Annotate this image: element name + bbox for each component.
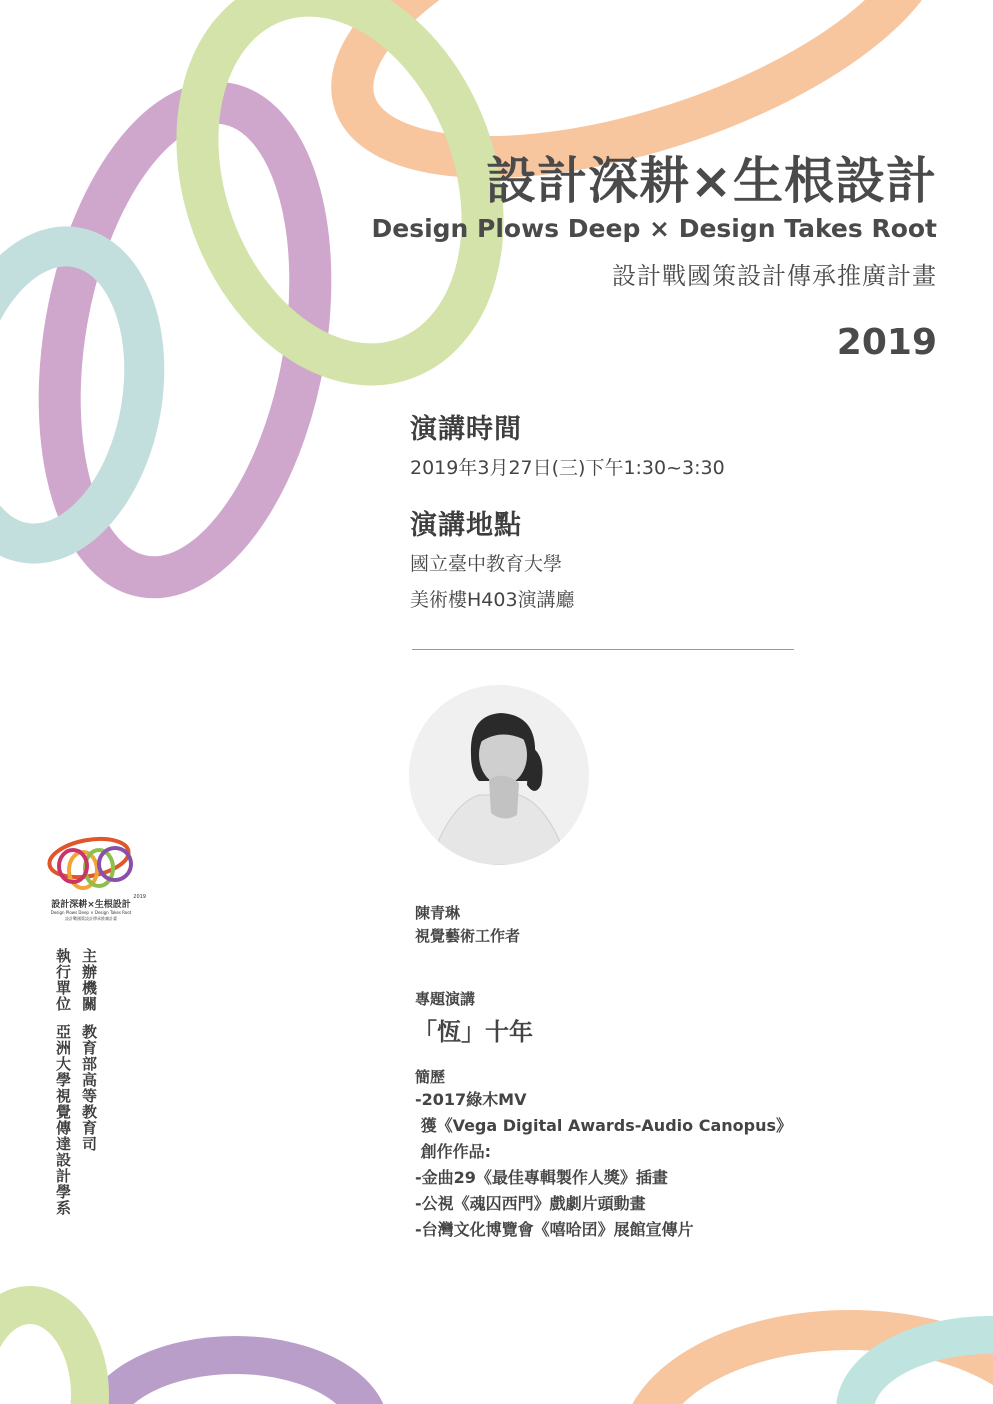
- logo-title-english: Design Plows Deep × Design Takes Root: [50, 910, 132, 915]
- title-chinese: 設計深耕×生根設計: [486, 152, 937, 210]
- bio-item: -2017綠木MV: [415, 1090, 527, 1109]
- pink-purple-ring: [25, 83, 345, 597]
- speaker-role: 視覺藝術工作者: [415, 927, 521, 945]
- event-year: 2019: [836, 322, 937, 363]
- place-line-1: 國立臺中教育大學: [410, 553, 563, 575]
- project-subtitle: 設計戰國策設計傳承推廣計畫: [612, 262, 937, 290]
- bottom-teal-ring: [855, 1335, 993, 1404]
- logo-year: 2019: [133, 894, 146, 900]
- exec-value: 亞洲大學視覺傳達設計學系: [54, 1024, 72, 1216]
- exec-label: 執行單位: [54, 948, 72, 1012]
- bio-item: -台灣文化博覽會《嘻哈囝》展館宣傳片: [415, 1220, 694, 1239]
- bottom-green-ring: [0, 1305, 90, 1404]
- exec-column: [52, 948, 74, 1216]
- bio-list: [415, 1087, 792, 1243]
- time-value: 2019年3月27日(三)下午1:30~3:30: [410, 457, 725, 479]
- host-label: 主辦機關: [80, 948, 98, 1012]
- bio-item: -公視《魂囚西門》戲劇片頭動畫: [415, 1194, 646, 1213]
- title-english: Design Plows Deep × Design Takes Root: [371, 214, 937, 243]
- host-column: [78, 948, 100, 1152]
- speaker-name: 陳青琳: [415, 904, 461, 922]
- speaker-photo: [409, 685, 589, 865]
- bottom-orange-ring: [640, 1330, 993, 1404]
- bottom-purple-ring: [100, 1355, 370, 1404]
- speaker-info: [415, 902, 520, 948]
- title-block: [371, 150, 937, 296]
- place-label: 演講地點: [410, 510, 522, 541]
- place-line-2: 美術樓H403演講廳: [410, 589, 575, 611]
- organizers: [50, 948, 100, 1248]
- talk-title: 「恆」十年: [413, 1018, 533, 1046]
- logo-title-chinese: 設計深耕×生根設計: [51, 900, 131, 910]
- divider: [412, 649, 794, 650]
- logo-subtitle: 設計戰國策設計傳承推廣計畫: [65, 916, 117, 921]
- logo-rings-icon: [41, 830, 141, 892]
- teal-ring: [0, 231, 167, 558]
- bio-label: 簡歷: [415, 1068, 446, 1086]
- project-logo: [36, 830, 146, 922]
- host-value: 教育部高等教育司: [80, 1024, 98, 1152]
- talk-label: 專題演講: [415, 990, 476, 1008]
- bio-item: 獲《Vega Digital Awards-Audio Canopus》: [415, 1116, 792, 1135]
- bio-item: 創作作品:: [415, 1142, 491, 1161]
- time-label: 演講時間: [410, 414, 522, 445]
- event-info: [410, 410, 830, 618]
- bio-item: -金曲29《最佳專輯製作人獎》插畫: [415, 1168, 668, 1187]
